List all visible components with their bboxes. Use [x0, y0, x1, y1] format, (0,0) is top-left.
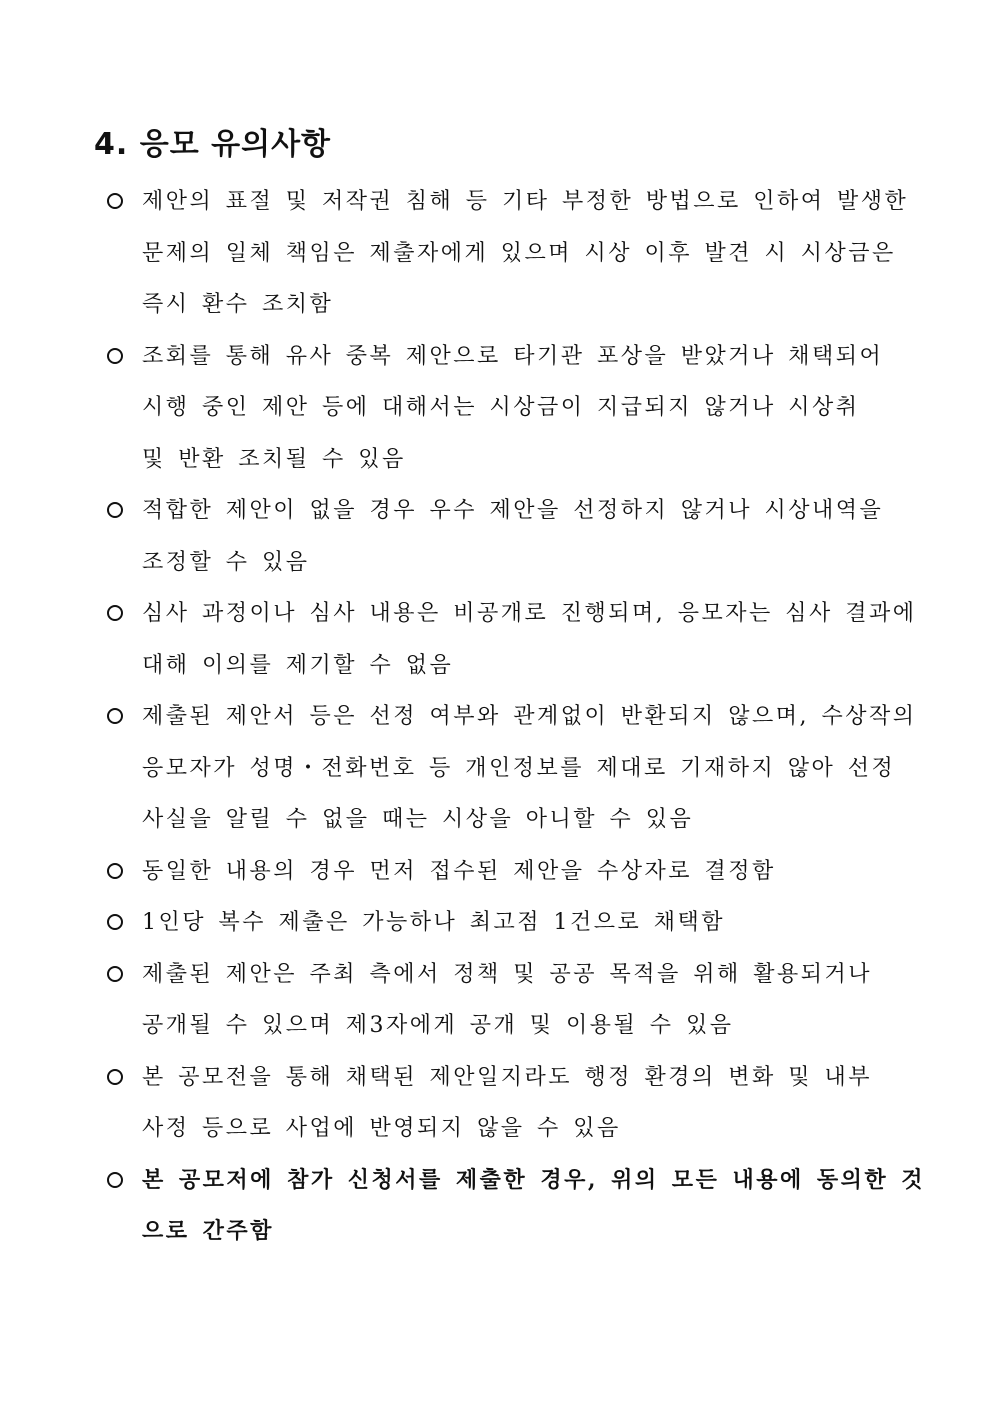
- list-item: [104, 176, 909, 331]
- list-item: [104, 846, 904, 898]
- item-text-line: 공개될 수 있으며 제3자에게 공개 및 이용될 수 있음: [142, 1013, 734, 1038]
- list-item: [104, 897, 904, 949]
- item-text-line: 동일한 내용의 경우 먼저 접수된 제안을 수상자로 결정함: [142, 858, 776, 884]
- list-item: [104, 485, 904, 588]
- circle-bullet-icon: [104, 588, 128, 640]
- item-text-line: 즉시 환수 조치함: [142, 292, 334, 317]
- item-text-line: 시행 중인 제안 등에 대해서는 시상금이 지급되지 않거나 시상취: [142, 395, 860, 420]
- section-title: 4. 응모 유의사항: [94, 127, 332, 162]
- item-text-line: 조정할 수 있음: [142, 549, 310, 575]
- item-text-line: 및 반환 조치될 수 있음: [142, 446, 406, 472]
- item-text-line: 응모자가 성명・전화번호 등 개인정보를 제대로 기재하지 않아 선정: [142, 755, 896, 781]
- circle-bullet-icon: [104, 691, 128, 743]
- item-text-line: 제출된 제안은 주최 측에서 정책 및 공공 목적을 위해 활용되거나: [142, 961, 872, 987]
- circle-bullet-icon: [104, 331, 128, 383]
- item-text-line: 본 공모전을 통해 채택된 제안일지라도 행정 환경의 변화 및 내부: [142, 1064, 872, 1090]
- circle-bullet-icon: [104, 485, 128, 537]
- item-text-line: 본 공모저에 참가 신청서를 제출한 경우, 위의 모든 내용에 동의한 것: [142, 1166, 926, 1193]
- circle-bullet-icon: [104, 176, 128, 228]
- item-text-line: 제안의 표절 및 저작권 침해 등 기타 부정한 방법으로 인하여 발생한: [142, 189, 909, 214]
- list-item: [104, 949, 904, 1052]
- list-item: [104, 588, 917, 691]
- item-text-line: 1인당 복수 제출은 가능하나 최고점 1건으로 채택함: [142, 910, 725, 935]
- notice-list: [104, 176, 926, 1258]
- list-item: [104, 331, 904, 486]
- circle-bullet-icon: [104, 949, 128, 1001]
- item-text-line: 제출된 제안서 등은 선정 여부와 관계없이 반환되지 않으며, 수상작의: [142, 704, 917, 729]
- circle-bullet-icon: [104, 1155, 128, 1207]
- list-item-consent: [104, 1155, 926, 1258]
- item-text-line: 심사 과정이나 심사 내용은 비공개로 진행되며, 응모자는 심사 결과에: [142, 601, 917, 626]
- item-text-line: 사정 등으로 사업에 반영되지 않을 수 있음: [142, 1116, 621, 1141]
- circle-bullet-icon: [104, 897, 128, 949]
- item-text-line: 조회를 통해 유사 중복 제안으로 타기관 포상을 받았거나 채택되어: [142, 343, 884, 369]
- item-text-line: 문제의 일체 책임은 제출자에게 있으며 시상 이후 발견 시 시상금은: [142, 240, 896, 266]
- circle-bullet-icon: [104, 846, 128, 898]
- circle-bullet-icon: [104, 1052, 128, 1104]
- list-item: [104, 691, 917, 846]
- item-text-line: 대해 이의를 제기할 수 없음: [142, 652, 454, 678]
- item-text-line: 적합한 제안이 없을 경우 우수 제안을 선정하지 않거나 시상내역을: [142, 498, 884, 523]
- item-text-line: 으로 간주함: [142, 1218, 274, 1244]
- list-item: [104, 1052, 904, 1155]
- item-text-line: 사실을 알릴 수 없을 때는 시상을 아니할 수 있음: [142, 807, 694, 832]
